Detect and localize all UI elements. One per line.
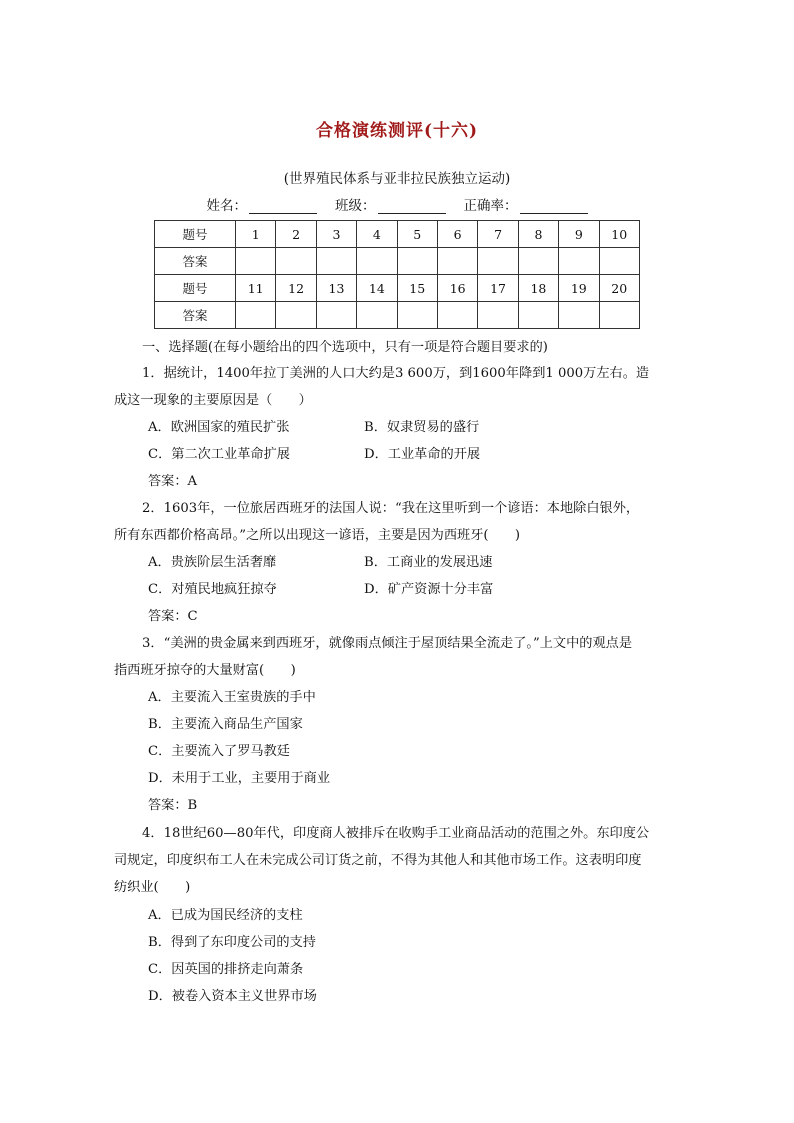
answer-cell[interactable] xyxy=(599,302,639,329)
answer-cell[interactable] xyxy=(518,248,558,275)
answer-cell[interactable] xyxy=(316,302,356,329)
answer-text: 答案：B xyxy=(148,798,198,813)
answer-text: 答案：C xyxy=(148,609,198,624)
question-number: 12 xyxy=(276,275,316,302)
row-label: 答案 xyxy=(155,302,236,329)
class-label: 班级： xyxy=(335,198,376,214)
answer-cell[interactable] xyxy=(397,248,437,275)
student-info xyxy=(0,194,794,214)
option-a[interactable]: A．已成为国民经济的支柱 xyxy=(148,908,303,923)
option-b[interactable]: B．奴隶贸易的盛行 xyxy=(364,420,480,435)
name-field[interactable] xyxy=(207,194,318,214)
option-c[interactable]: C．主要流入了罗马教廷 xyxy=(148,744,290,759)
row-label: 答案 xyxy=(155,248,236,275)
name-blank[interactable] xyxy=(249,199,317,214)
answer-cell[interactable] xyxy=(357,302,397,329)
option-c[interactable]: C．第二次工业革命扩展 xyxy=(148,447,290,462)
option-a[interactable]: A．欧洲国家的殖民扩张 xyxy=(148,420,290,435)
answer-cell[interactable] xyxy=(316,248,356,275)
option-d[interactable]: D．工业革命的开展 xyxy=(364,447,481,462)
table-row xyxy=(155,221,640,248)
accuracy-blank[interactable] xyxy=(520,199,588,214)
option-d[interactable]: D．被卷入资本主义世界市场 xyxy=(148,989,317,1004)
row-label: 题号 xyxy=(155,275,236,302)
question-number: 10 xyxy=(599,221,639,248)
option-d[interactable]: D．未用于工业，主要用于商业 xyxy=(148,771,331,786)
option-d[interactable]: D．矿产资源十分丰富 xyxy=(364,582,494,597)
accuracy-label: 正确率： xyxy=(463,198,518,214)
answer-cell[interactable] xyxy=(397,302,437,329)
answer-cell[interactable] xyxy=(437,302,477,329)
answer-cell[interactable] xyxy=(599,248,639,275)
option-a[interactable]: A．主要流入王室贵族的手中 xyxy=(148,690,316,705)
class-blank[interactable] xyxy=(378,199,446,214)
answer-cell[interactable] xyxy=(236,302,276,329)
answer-cell[interactable] xyxy=(478,248,518,275)
page-title: 合格演练测评(十六) xyxy=(315,121,479,141)
table-row xyxy=(155,275,640,302)
answer-cell[interactable] xyxy=(559,302,599,329)
table-row xyxy=(155,248,640,275)
option-b[interactable]: B．得到了东印度公司的支持 xyxy=(148,935,316,950)
answer-cell[interactable] xyxy=(276,302,316,329)
table-row xyxy=(155,302,640,329)
answer-cell[interactable] xyxy=(236,248,276,275)
question-number: 17 xyxy=(478,275,518,302)
question-number: 16 xyxy=(437,275,477,302)
option-c[interactable]: C．因英国的排挤走向萧条 xyxy=(148,962,304,977)
question-number: 15 xyxy=(397,275,437,302)
answer-cell[interactable] xyxy=(357,248,397,275)
option-b[interactable]: B．工商业的发展迅速 xyxy=(364,555,493,570)
question-number: 5 xyxy=(397,221,437,248)
name-label: 姓名： xyxy=(206,198,247,214)
question-number: 2 xyxy=(276,221,316,248)
class-field[interactable] xyxy=(335,194,446,214)
question-stem: 2．1603年，一位旅居西班牙的法国人说：“我在这里听到一个谚语：本地除白银外， xyxy=(142,501,640,516)
question-number: 20 xyxy=(599,275,639,302)
question-number: 11 xyxy=(236,275,276,302)
question-stem: 指西班牙掠夺的大量财富( ) xyxy=(114,663,296,678)
question-stem: 1．据统计，1400年拉丁美洲的人口大约是3 600万，到1600年降到1 000万左右。造 xyxy=(142,366,650,381)
question-number: 19 xyxy=(559,275,599,302)
question-stem: 纺织业( ) xyxy=(114,880,191,895)
answer-cell[interactable] xyxy=(437,248,477,275)
question-stem: 所有东西都价格高昂。”之所以出现这一谚语，主要是因为西班牙( ) xyxy=(114,528,521,543)
answer-text: 答案：A xyxy=(148,474,198,489)
question-number: 14 xyxy=(357,275,397,302)
question-stem: 3．“美洲的贵金属来到西班牙，就像雨点倾注于屋顶结果全流走了。”上文中的观点是 xyxy=(142,636,633,651)
answer-cell[interactable] xyxy=(559,248,599,275)
page-subtitle: (世界殖民体系与亚非拉民族独立运动) xyxy=(283,171,511,187)
option-a[interactable]: A．贵族阶层生活奢靡 xyxy=(148,555,277,570)
accuracy-field[interactable] xyxy=(464,194,588,214)
answer-table xyxy=(154,220,640,329)
question-stem: 成这一现象的主要原因是（ ） xyxy=(114,393,312,408)
question-number: 13 xyxy=(316,275,356,302)
question-number: 3 xyxy=(316,221,356,248)
question-number: 18 xyxy=(518,275,558,302)
section-heading: 一、选择题(在每小题给出的四个选项中，只有一项是符合题目要求的) xyxy=(142,340,548,355)
option-b[interactable]: B．主要流入商品生产国家 xyxy=(148,717,303,732)
question-number: 6 xyxy=(437,221,477,248)
answer-cell[interactable] xyxy=(478,302,518,329)
question-number: 9 xyxy=(559,221,599,248)
answer-cell[interactable] xyxy=(518,302,558,329)
row-label: 题号 xyxy=(155,221,236,248)
question-stem: 4．18世纪60—80年代，印度商人被排斥在收购手工业商品活动的范围之外。东印度公 xyxy=(142,826,650,841)
option-c[interactable]: C．对殖民地疯狂掠夺 xyxy=(148,582,277,597)
question-number: 4 xyxy=(357,221,397,248)
question-number: 8 xyxy=(518,221,558,248)
question-number: 7 xyxy=(478,221,518,248)
question-stem: 司规定，印度织布工人在未完成公司订货之前，不得为其他人和其他市场工作。这表明印度 xyxy=(114,853,642,868)
answer-cell[interactable] xyxy=(276,248,316,275)
question-number: 1 xyxy=(236,221,276,248)
